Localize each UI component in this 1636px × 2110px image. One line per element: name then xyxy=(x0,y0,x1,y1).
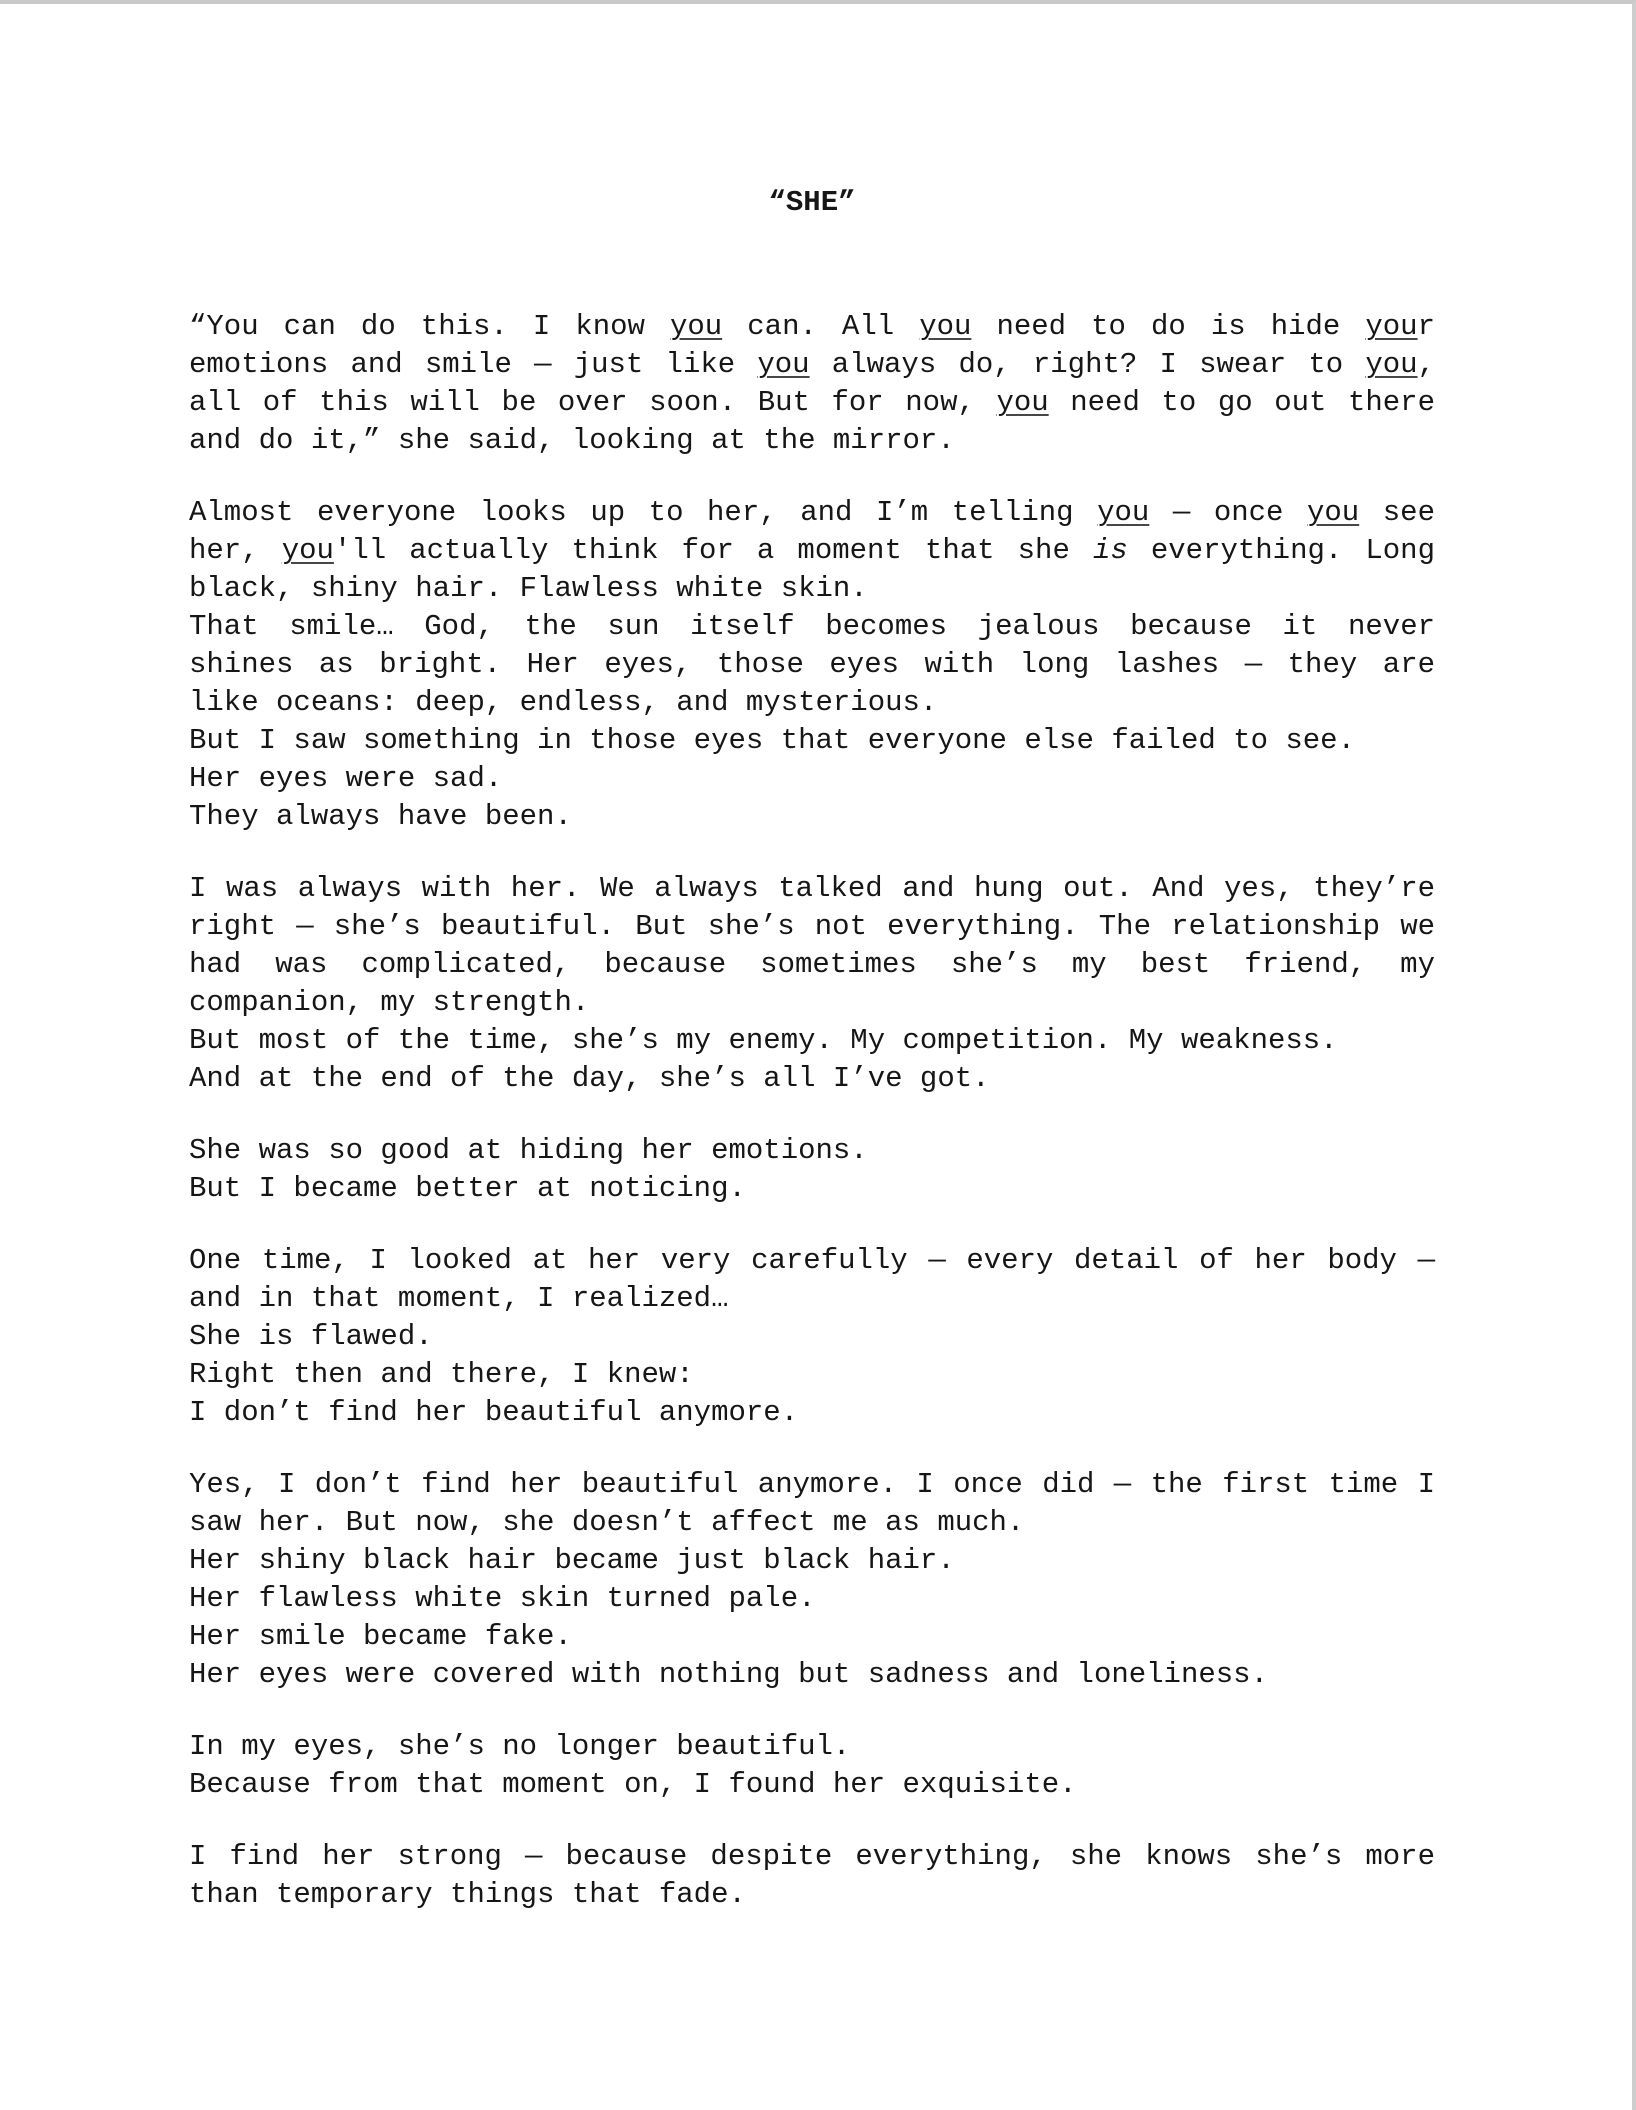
grammar-underline: you xyxy=(919,310,972,343)
paragraph-3 xyxy=(189,870,1435,1098)
text-line: Her eyes were covered with nothing but sadness and loneliness. xyxy=(189,1658,1268,1691)
text-line: her, you'll actually think for a moment that she is everything. Long xyxy=(189,534,1435,567)
text-line: and do it,” she said, looking at the mirror. xyxy=(189,424,955,457)
grammar-underline: you xyxy=(281,534,334,567)
grammar-underline: you xyxy=(1097,496,1150,529)
text-line: But I became better at noticing. xyxy=(189,1172,746,1205)
text-line: black, shiny hair. Flawless white skin. xyxy=(189,572,868,605)
text-line: right — she’s beautiful. But she’s not everything. The relationship we xyxy=(189,910,1435,943)
text-line: all of this will be over soon. But for now, you need to go out there xyxy=(189,386,1435,419)
paragraph-7 xyxy=(189,1728,1435,1804)
text-line: One time, I looked at her very carefully — every detail of her body — xyxy=(189,1244,1435,1277)
paragraph-4 xyxy=(189,1132,1435,1208)
text-line: I find her strong — because despite everything, she knows she’s more xyxy=(189,1840,1435,1873)
paragraph-8 xyxy=(189,1838,1435,1914)
paragraph-1 xyxy=(189,308,1435,460)
text-line: She was so good at hiding her emotions. xyxy=(189,1134,868,1167)
text-line: She is flawed. xyxy=(189,1320,433,1353)
grammar-underline: you xyxy=(1365,348,1418,381)
text-line: They always have been. xyxy=(189,800,572,833)
text-line: shines as bright. Her eyes, those eyes with long lashes — they are xyxy=(189,648,1435,681)
italic-text: is xyxy=(1092,534,1128,567)
paragraph-2 xyxy=(189,494,1435,836)
text-line: saw her. But now, she doesn’t affect me as much. xyxy=(189,1506,1025,1539)
document-content xyxy=(0,4,1435,2008)
text-line: had was complicated, because sometimes she’s my best friend, my xyxy=(189,948,1435,981)
grammar-underline: you xyxy=(1365,310,1418,343)
text-line: But most of the time, she’s my enemy. My competition. My weakness. xyxy=(189,1024,1338,1057)
grammar-underline: you xyxy=(996,386,1049,419)
grammar-underline: you xyxy=(1307,496,1360,529)
grammar-underline: you xyxy=(757,348,810,381)
text-line: Almost everyone looks up to her, and I’m telling you — once you see xyxy=(189,496,1435,529)
text-line: Yes, I don’t find her beautiful anymore. I once did — the first time I xyxy=(189,1468,1435,1501)
text-line: like oceans: deep, endless, and mysterious. xyxy=(189,686,938,719)
text-line: emotions and smile — just like you always do, right? I swear to you, xyxy=(189,348,1435,381)
text-line: Her smile became fake. xyxy=(189,1620,572,1653)
text-line: Because from that moment on, I found her exquisite. xyxy=(189,1768,1077,1801)
text-line: Her flawless white skin turned pale. xyxy=(189,1582,816,1615)
document-body xyxy=(189,308,1435,1914)
text-line: In my eyes, she’s no longer beautiful. xyxy=(189,1730,851,1763)
text-line: companion, my strength. xyxy=(189,986,590,1019)
paragraph-5 xyxy=(189,1242,1435,1432)
document-title: “SHE” xyxy=(768,186,856,219)
text-line: Her shiny black hair became just black hair. xyxy=(189,1544,955,1577)
text-line: But I saw something in those eyes that everyone else failed to see. xyxy=(189,724,1355,757)
text-line: Right then and there, I knew: xyxy=(189,1358,694,1391)
text-line: I was always with her. We always talked and hung out. And yes, they’re xyxy=(189,872,1435,905)
text-line: than temporary things that fade. xyxy=(189,1878,746,1911)
text-line: And at the end of the day, she’s all I’ve got. xyxy=(189,1062,990,1095)
text-line: That smile… God, the sun itself becomes jealous because it never xyxy=(189,610,1435,643)
grammar-underline: you xyxy=(669,310,723,343)
text-line: and in that moment, I realized… xyxy=(189,1282,729,1315)
text-line: I don’t find her beautiful anymore. xyxy=(189,1396,799,1429)
text-line: Her eyes were sad. xyxy=(189,762,503,795)
paragraph-6 xyxy=(189,1466,1435,1694)
text-line: “You can do this. I know you can. All you need to do is hide your xyxy=(189,310,1435,343)
